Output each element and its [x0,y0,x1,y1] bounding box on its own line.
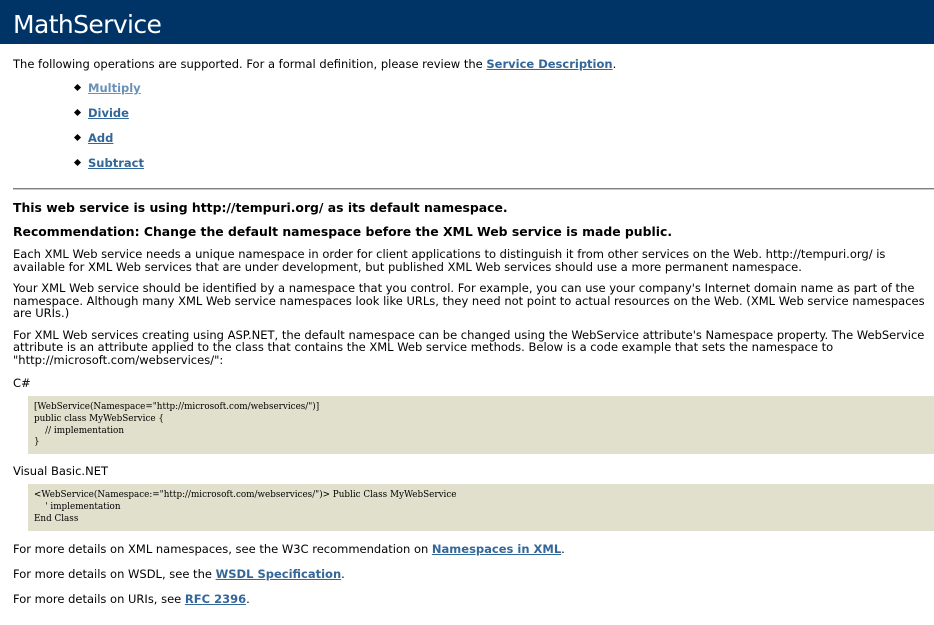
intro-text [13,57,934,71]
operation-subtract-link[interactable]: Subtract [88,156,144,170]
vbnet-label: Visual Basic.NET [13,464,108,479]
content-area [0,57,934,606]
list-item [75,81,934,106]
service-description-link[interactable]: Service Description [486,57,613,71]
wsdl-specification-link[interactable]: WSDL Specification [215,566,342,581]
namespace-paragraph-2: Your XML Web service should be identified by a namespace that you control. For example, you can use your company's Internet domain name as part of the namespace. Although many XML Web service namespaces look like URLs, they need not point to actual resources on the Web. (XML Web service namespaces are URIs.) [13,281,925,320]
page-title: MathService [0,0,934,44]
operation-add-link[interactable]: Add [88,131,114,145]
more-text: For more details on WSDL, see the [13,566,216,581]
more-text: For more details on XML namespaces, see the W3C recommendation on [13,541,432,556]
list-item [75,156,934,181]
vbnet-code-block: <WebService(Namespace:="http://microsoft.com/webservices/")> Public Class MyWebService ' implementation End Class [28,484,934,530]
operation-divide-link[interactable]: Divide [88,106,129,120]
recommendation-heading: Recommendation: Change the default namespace before the XML Web service is made public. [13,224,673,239]
more-suffix: . [341,566,345,581]
namespace-paragraph-3: For XML Web services creating using ASP.NET, the default namespace can be changed using the WebService attribute's Namespace property. The WebService attribute is an attribute applied to the class that contains the XML Web service methods. Below is a code example that sets the namespace to "http://microsoft.com/webservices/": [13,327,925,367]
namespace-paragraph-1: Each XML Web service needs a unique namespace in order for client applications to distinguish it from other services on the Web. http://tempuri.org/ is available for XML Web services that are under development, but published XML Web services should use a more permanent namespace. [13,247,886,274]
more-details-xml-namespaces [13,542,934,556]
more-text: For more details on URIs, see [13,591,185,606]
more-details-wsdl [13,567,934,581]
namespaces-in-xml-link[interactable]: Namespaces in XML [431,541,562,556]
more-details-uris [13,592,934,606]
csharp-label: C# [13,376,31,390]
more-suffix: . [561,541,565,556]
csharp-code-block: [WebService(Namespace="http://microsoft.com/webservices/")] public class MyWebService { // implementation } [28,396,934,454]
intro-suffix: . [612,57,617,71]
operation-multiply-link[interactable]: Multiply [88,81,141,95]
divider [13,188,934,190]
list-item [75,106,934,131]
list-item [75,131,934,156]
namespace-heading: This web service is using http://tempuri.org/ as its default namespace. [13,200,508,215]
rfc-2396-link[interactable]: RFC 2396 [184,591,247,606]
more-suffix: . [246,591,250,606]
operations-list [13,81,934,181]
intro-label: The following operations are supported. For a formal definition, please review the [13,57,487,71]
